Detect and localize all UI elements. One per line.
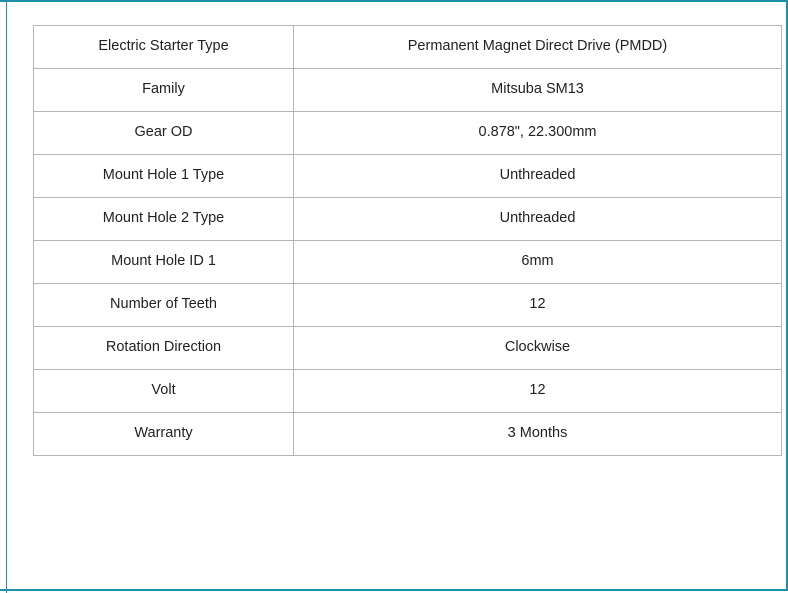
spec-value: 6mm (294, 241, 782, 284)
spec-value: 0.878", 22.300mm (294, 112, 782, 155)
spec-value: 12 (294, 284, 782, 327)
table-row (34, 370, 782, 413)
left-border-rule (6, 2, 7, 593)
table-row (34, 241, 782, 284)
spec-label: Family (34, 69, 294, 112)
table-row (34, 284, 782, 327)
table-row (34, 198, 782, 241)
specifications-table (33, 25, 782, 456)
spec-value: 3 Months (294, 413, 782, 456)
spec-value: 12 (294, 370, 782, 413)
spec-label: Rotation Direction (34, 327, 294, 370)
spec-label: Number of Teeth (34, 284, 294, 327)
spec-label: Mount Hole 1 Type (34, 155, 294, 198)
spec-label: Electric Starter Type (34, 26, 294, 69)
table-row (34, 69, 782, 112)
specifications-table-body (34, 26, 782, 456)
specifications-content (33, 25, 749, 456)
spec-value: Permanent Magnet Direct Drive (PMDD) (294, 26, 782, 69)
spec-label: Mount Hole 2 Type (34, 198, 294, 241)
spec-value: Mitsuba SM13 (294, 69, 782, 112)
spec-label: Gear OD (34, 112, 294, 155)
table-row (34, 26, 782, 69)
spec-value: Clockwise (294, 327, 782, 370)
spec-value: Unthreaded (294, 198, 782, 241)
spec-label: Mount Hole ID 1 (34, 241, 294, 284)
table-row (34, 155, 782, 198)
spec-value: Unthreaded (294, 155, 782, 198)
spec-label: Volt (34, 370, 294, 413)
table-row (34, 327, 782, 370)
table-row (34, 112, 782, 155)
table-row (34, 413, 782, 456)
spec-label: Warranty (34, 413, 294, 456)
